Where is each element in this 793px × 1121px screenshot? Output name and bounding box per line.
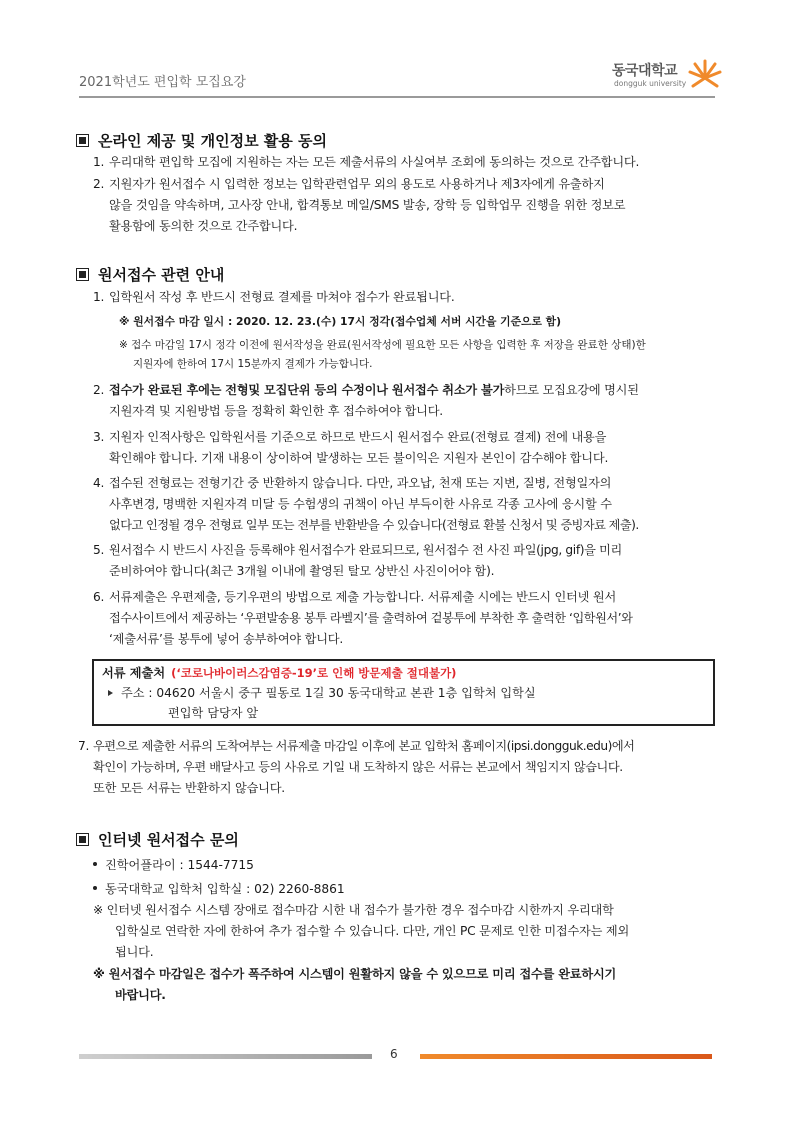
privacy-item-1: 1. 우리대학 편입학 모집에 지원하는 자는 모든 제출서류의 사실여부 조회에 동의하는 것으로 간주합니다. <box>93 155 640 169</box>
page-number: 6 <box>390 1047 398 1061</box>
dot-bullet-icon <box>93 886 97 890</box>
deadline-note: ※ 원서접수 마감 일시 : 2020. 12. 23.(수) 17시 정각(접수업체 서버 시간을 기준으로 함) <box>119 315 562 328</box>
system-failure-note: ※ 인터넷 원서접수 시스템 장애로 접수마감 시한 내 접수가 불가한 경우 접수마감 시한까지 우리대학 입학실로 연락한 자에 한하여 추가 접수할 수 있습니다. 다만, 개인 PC 문제로 인한 미접수자는 제외 됩니다. <box>93 903 630 959</box>
application-item-5: 5. 원서접수 시 반드시 사진을 등록해야 원서접수가 완료되므로, 원서접수 전 사진 파일(jpg, gif)을 미리 준비하여야 합니다(최근 3개월 이내에 촬영된 탈모 상반신 사진이어야 함). <box>93 543 622 578</box>
early-submission-note: ※ 원서접수 마감일은 접수가 폭주하여 시스템이 원활하지 않을 수 있으므로 미리 접수를 완료하시기 바랍니다. <box>93 967 617 1002</box>
payment-note: ※ 접수 마감일 17시 정각 이전에 원서작성을 완료(원서작성에 필요한 모든 사항을 입력한 후 저장을 완료한 상태)한 지원자에 한하여 17시 15분까지 결제가 가능합니다. <box>119 339 646 370</box>
section-bullet-icon <box>76 833 89 846</box>
application-item-2: 2. 접수가 완료된 후에는 전형및 모집단위 등의 수정이나 원서접수 취소가 불가하므로 모집요강에 명시된 지원자격 및 지원방법 등을 정확히 확인한 후 접수하여야 합니다. <box>93 383 639 418</box>
application-item-1: 1. 입학원서 작성 후 반드시 전형료 결제를 마쳐야 접수가 완료됩니다. <box>93 290 455 304</box>
document-header-title: 2021학년도 편입학 모집요강 <box>79 75 246 90</box>
contact-jinhak-apply: 진학어플라이 : 1544-7715 <box>93 856 254 873</box>
header-divider <box>79 96 715 98</box>
application-item-6: 6. 서류제출은 우편제출, 등기우편의 방법으로 제출 가능합니다. 서류제출 시에는 반드시 인터넷 원서 접수사이트에서 제공하는 ‘우편발송용 봉투 라벨지’를 출력하여 겉봉투에 부착한 후 출력한 ‘입학원서’와 ‘제출서류’를 봉투에 넣어 송부하여야 합니다. <box>93 590 633 646</box>
sunburst-logo-icon <box>688 58 722 92</box>
section-title-privacy: 온라인 제공 및 개인정보 활용 동의 <box>76 130 327 151</box>
submission-address: 주소 : 04620 서울시 중구 필동로 1길 30 동국대학교 본관 1층 입학처 입학실 <box>108 684 536 701</box>
section-title-inquiry: 인터넷 원서접수 문의 <box>76 829 239 850</box>
footer-bar-left <box>79 1054 372 1059</box>
section-bullet-icon <box>76 268 89 281</box>
submission-address-box <box>92 659 715 726</box>
contact-admissions-office: 동국대학교 입학처 입학실 : 02) 2260-8861 <box>93 880 345 897</box>
dot-bullet-icon <box>93 862 97 866</box>
application-item-7: 7. 우편으로 제출한 서류의 도착여부는 서류제출 마감일 이후에 본교 입학처 홈페이지(ipsi.dongguk.edu)에서 확인이 가능하며, 우편 배달사고 등의 사유로 기일 내 도착하지 않은 서류는 본교에서 책임지지 않습니다. 또한 모든 서류는 반환하지 않습니다. <box>78 739 635 795</box>
privacy-item-2: 2. 지원자가 원서접수 시 입력한 정보는 입학관련업무 외의 용도로 사용하거나 제3자에게 유출하지 않을 것임을 약속하며, 고사장 안내, 합격통보 메일/SMS 발송, 장학 등 입학업무 진행을 위한 정보로 활용함에 동의한 것으로 간주합니다. <box>93 177 626 233</box>
section-title-application: 원서접수 관련 안내 <box>76 264 224 285</box>
logo-korean-text: 동국대학교 <box>612 63 678 79</box>
application-item-4: 4. 접수된 전형료는 전형기간 중 반환하지 않습니다. 다만, 과오납, 천재 또는 지변, 질병, 전형일자의 사후변경, 명백한 지원자격 미달 등 수험생의 귀책이 아닌 부득이한 사유로 각종 고사에 응시할 수 없다고 인정될 경우 전형료 일부 또는 전부를 반환받을 수 있습니다(전형료 환불 신청서 및 증빙자료 제출). <box>93 476 639 532</box>
logo-english-text: dongguk university <box>614 79 687 88</box>
submission-box-heading: 서류 제출처 (‘코로나바이러스감염증-19’로 인해 방문제출 절대불가) <box>102 666 457 680</box>
submission-recipient: 편입학 담당자 앞 <box>168 706 259 720</box>
university-logo <box>612 58 722 94</box>
triangle-bullet-icon <box>108 690 113 696</box>
application-item-3: 3. 지원자 인적사항은 입학원서를 기준으로 하므로 반드시 원서접수 완료(전형료 결제) 전에 내용을 확인해야 합니다. 기재 내용이 상이하여 발생하는 모든 불이익은 지원자 본인이 감수해야 합니다. <box>93 430 609 465</box>
visit-prohibited-warning: (‘코로나바이러스감염증-19’로 인해 방문제출 절대불가) <box>171 666 457 680</box>
section-bullet-icon <box>76 134 89 147</box>
footer-bar-right <box>420 1054 712 1059</box>
